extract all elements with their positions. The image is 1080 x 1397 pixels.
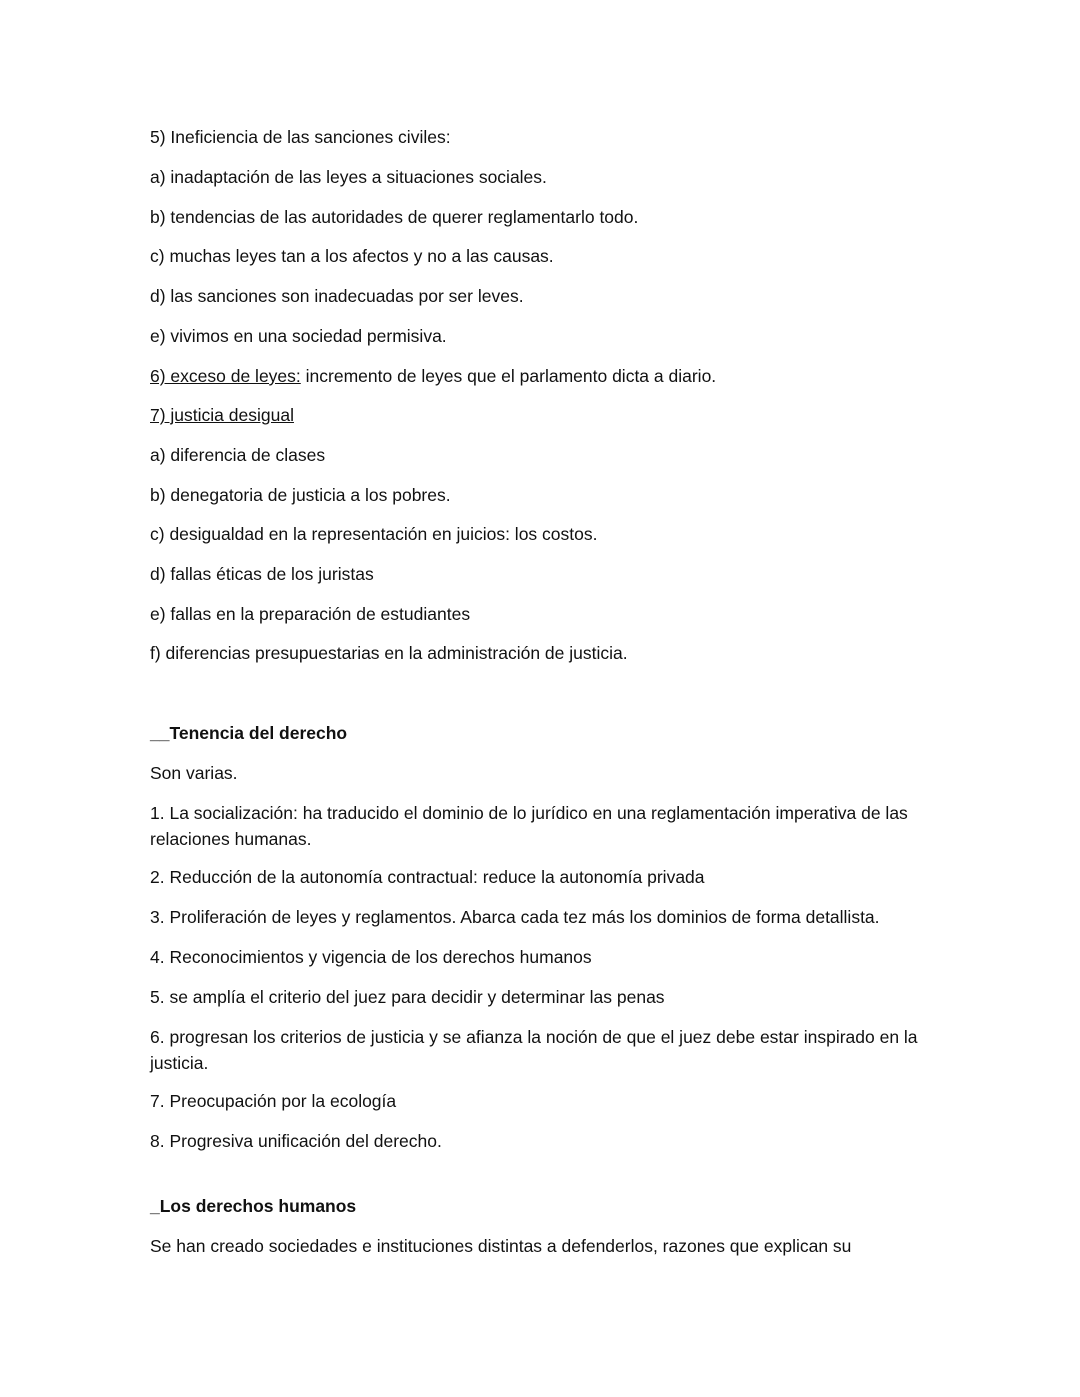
paragraph: Son varias. [150,763,238,783]
list-item: d) las sanciones son inadecuadas por ser leves. [150,286,524,306]
list-item: 6. progresan los criterios de justicia y se afianza la noción de que el juez debe estar inspirado en la justicia. [150,1027,918,1073]
underlined-label: 6) exceso de leyes: [150,366,301,386]
list-item: a) inadaptación de las leyes a situaciones sociales. [150,167,547,187]
list-item: 1. La socialización: ha traducido el dominio de lo jurídico en una reglamentación imperativa de las relaciones humanas. [150,803,908,849]
list-item: c) desigualdad en la representación en juicios: los costos. [150,524,598,544]
paragraph: Se han creado sociedades e instituciones distintas a defenderlos, razones que explican su [150,1236,852,1256]
list-item: e) fallas en la preparación de estudiantes [150,604,471,624]
list-item: b) tendencias de las autoridades de querer reglamentarlo todo. [150,207,639,227]
list-item: a) diferencia de clases [150,445,326,465]
list-item: f) diferencias presupuestarias en la administración de justicia. [150,643,628,663]
section-heading-derechos: _Los derechos humanos [150,1196,357,1216]
list-item: d) fallas éticas de los juristas [150,564,374,584]
list-item: 2. Reducción de la autonomía contractual: reduce la autonomía privada [150,867,705,887]
list-item: 4. Reconocimientos y vigencia de los derechos humanos [150,947,592,967]
section-heading-justicia: 7) justicia desigual [150,405,294,425]
list-item: b) denegatoria de justicia a los pobres. [150,485,451,505]
item-text: incremento de leyes que el parlamento dicta a diario. [300,366,717,386]
section-heading-ineficiencia: 5) Ineficiencia de las sanciones civiles: [150,127,451,147]
list-item: e) vivimos en una sociedad permisiva. [150,326,447,346]
item-exceso-de-leyes [150,363,716,389]
list-item: 7. Preocupación por la ecología [150,1091,397,1111]
section-heading-tenencia: __Tenencia del derecho [150,723,348,743]
list-item: 5. se amplía el criterio del juez para decidir y determinar las penas [150,987,665,1007]
list-item: 8. Progresiva unificación del derecho. [150,1131,442,1151]
list-item: 3. Proliferación de leyes y reglamentos. Abarca cada tez más los dominios de forma detallista. [150,907,880,927]
list-item: c) muchas leyes tan a los afectos y no a las causas. [150,246,554,266]
